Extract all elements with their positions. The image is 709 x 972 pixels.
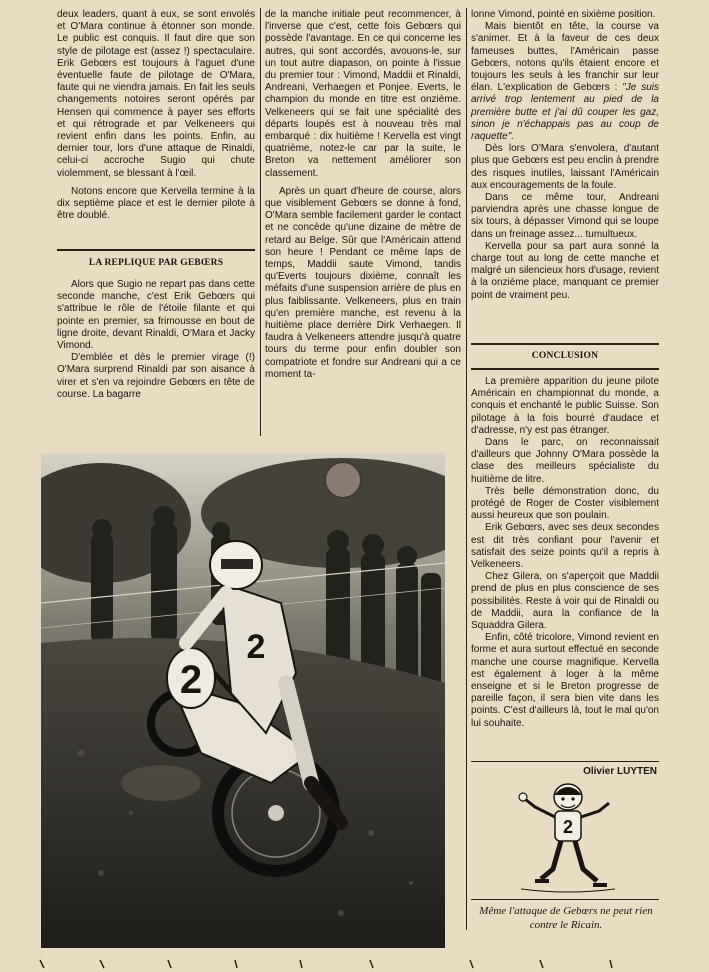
article-column-1-continued [57, 279, 255, 401]
portrait-stamp [325, 462, 361, 498]
quote: "Je suis arrivé trop lentement au pied de la première butte et j'ai dû couper les gaz, sinon je n'échappais pas au coup de raquette". [471, 82, 659, 143]
author-byline: Olivier LUYTEN [583, 766, 657, 777]
paragraph: Chez Gilera, on s'aperçoit que Maddii prend de plus en plus conscience de ses possibilités. Reste à voir qui de Rinaldi ou de Maddii, aura la confiance de la Squaddra Gilera. [471, 571, 659, 632]
column-rule [466, 440, 467, 930]
article-column-3 [471, 9, 659, 302]
caption-divider [471, 899, 659, 900]
paragraph: Dans le parc, on reconnaissait d'ailleurs que Johnny O'Mara possède la clase des meilleurs spécialiste du huitième de litre. [471, 437, 659, 485]
paragraph-text: Mais bientôt en tête, la course va s'animer. Et à la faveur de ces deux fameuses buttes, l'Américain passe Gebœrs, notons qu'ils étaient encore et toujours les seuls à les franchir sur leur élan. L'explication de Gebœrs : [471, 21, 659, 94]
paragraph: Enfin, côté tricolore, Vimond revient en forme et aura surtout effectué en seconde manche une course magnifique. Kervella est également à loger à la même enseigne et si le Breton progresse de pareille façon, il sera bien vite dans les points. C'est d'ailleurs là, tout le mal qu'on lui souhaite. [471, 632, 659, 729]
rider-jersey-number: 2 [246, 628, 266, 666]
paragraph [471, 21, 659, 143]
page-edge-marks [0, 958, 709, 970]
paragraph: Après un quart d'heure de course, alors que visiblement Gebœrs se donne à fond, O'Mara semble facilement garder le contact et ne concède qu'une dizaine de mètre de retard au Belge. Sûr que l'Américain attend son heure ! Pendant ce même laps de temps, Maddii saute Vimond, tandis qu'Everts toujours dixième, connaît les méfaits d'une suspension arrière de plus en plus faiblissante. Velkeneers, plus en train qu'en première manche, est revenu à la huitième place derrière Dirk Verhaegen. Il faudra à Velkeneers attendre jusqu'à quatre tours du terme pour enfin doubler son compatriote et fondre sur Andreani qui a ce moment ta- [265, 185, 461, 380]
paragraph: de la manche initiale peut recommencer, à l'inverse que c'est, cette fois Gebœrs qui possède l'avantage. En ce qui concerne les autres, qui sont accordés, avouons-le, sur un tout autre diapason, on pointe à l'issue du premier tour : Vimond, Maddii et Rinaldi, Andreani, Verhaegen et Ponjee. Everts, le champion du monde en titre est onzième. Velkeneers qui se fait une spécialité des départs loupés est à nouveau très mal embarqué : dix huitième ! Kervella est vingt quatrième, notez-le car par la suite, le Breton va nettement améliorer son classement. [265, 9, 461, 179]
paragraph: Erik Gebœrs, avec ses deux secondes est dit très confiant pour l'avenir et satisfait des seize points qu'il a repris à Velkeneers. [471, 522, 659, 571]
cartoon-number: 2 [562, 817, 574, 837]
rider-number: 2 [179, 658, 203, 702]
article-column-2 [265, 9, 461, 381]
paragraph: Notons encore que Kervella termine à la dix septième place et est le dernier pilote à être doublé. [57, 185, 255, 222]
paragraph: Dans ce même tour, Andreani parviendra après une chasse longue de six tours, à dépasser Vimond qui se loupe dans un freinage assez... tumultueux. [471, 192, 659, 240]
article-column-1 [57, 9, 255, 222]
section-divider [57, 249, 255, 251]
motocross-scene [41, 453, 445, 948]
motocross-photo [41, 453, 445, 948]
section-heading-replique: LA REPLIQUE PAR GEBŒRS [88, 258, 224, 268]
section-divider [471, 343, 659, 345]
conclusion-column [471, 376, 659, 730]
paragraph: Kervella pour sa part aura sonné la charge tout au long de cette manche et malgré un silencieux hors d'usage, revient à la onzième place, manquant ce premier point de vraiment peu. [471, 240, 659, 301]
paragraph: Alors que Sugio ne repart pas dans cette seconde manche, c'est Erik Gebœrs qui s'attribue le rôle de l'étoile filante et qui pointe en premier, sa frimousse en bout de ligne droite, devant Rinaldi, O'Mara et Jacky Vimond. [57, 279, 255, 352]
paragraph: Dès lors O'Mara s'envolera, d'autant plus que Gebœrs est peu enclin à prendre des risques inutiles, laissant l'Américain aux encouragements de la foule. [471, 143, 659, 191]
paragraph: lonne Vimond, pointé en sixième position. [471, 9, 656, 20]
photo-caption: Même l'attaque de Gebœrs ne peut rien contre le Ricain. [479, 905, 653, 931]
paragraph: deux leaders, quant à eux, se sont envolés et O'Mara continue à étonner son monde. Le public est conquis. Il faut dire que son style de pilotage est (assez !) spectaculaire. Erik Gebœrs est toujours à l'aguet d'une éventuelle faute de pilotage de O'Mara, faute qui ne viendra jamais. En fait les seuls changements notoires seront opérés par Hensen qui commence à payer ses efforts et qui rétrograde et par Velkeneers qui revient enfin dans les points. Enfin, au dernier tour, lors d'une attaque de Rinaldi, celui-ci accroche Sugio qui chute violemment, se blessant à l'œil. [57, 9, 255, 179]
author-divider [471, 761, 659, 762]
section-heading-conclusion: CONCLUSION [531, 351, 599, 361]
cartoon-rider-illustration [513, 777, 623, 897]
column-rule [260, 8, 261, 436]
section-divider [471, 368, 659, 370]
paragraph: La première apparition du jeune pilote Américain en championnat du monde, a conquis et enchanté le public Suisse. Son pilotage à la fois bourré d'audace et d'adresse, n'y est pas étranger. [471, 376, 659, 436]
paragraph: D'emblée et dès le premier virage (!) O'Mara surprend Rinaldi par son aisance à virer et s'en va rejoindre Gebœrs en tête de course. La bagarre [57, 352, 255, 400]
paragraph: Très belle démonstration donc, du protégé de Roger de Coster visiblement aussi heureux que son poulain. [471, 485, 659, 522]
column-rule [466, 8, 467, 440]
